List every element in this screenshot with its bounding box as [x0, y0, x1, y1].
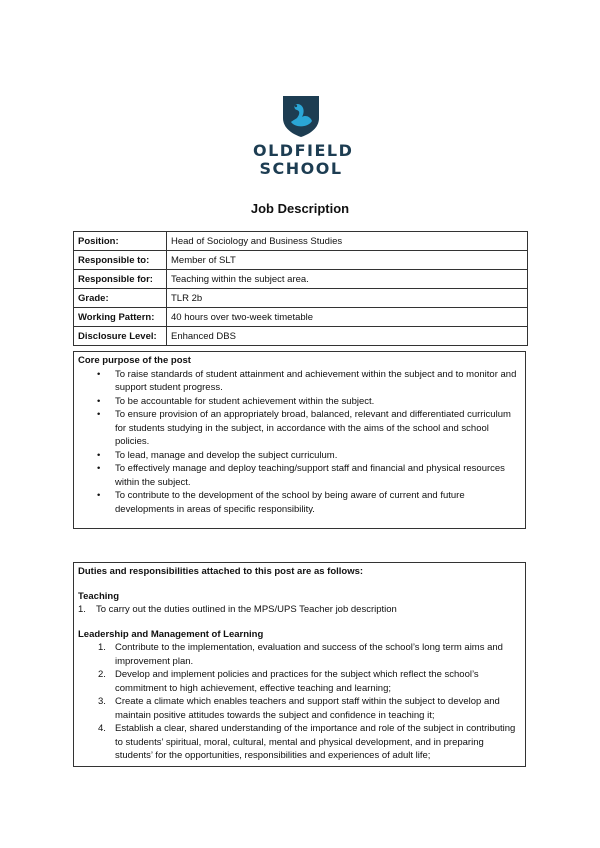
row-value: Member of SLT — [167, 251, 528, 270]
row-value: Enhanced DBS — [167, 327, 528, 346]
row-value: 40 hours over two-week timetable — [167, 308, 528, 327]
row-label: Position: — [74, 232, 167, 251]
leadership-heading: Leadership and Management of Learning — [78, 628, 264, 640]
list-item — [78, 695, 521, 722]
duties-box — [73, 562, 526, 767]
item-number: 3. — [98, 696, 106, 707]
page-title: Job Description — [250, 201, 350, 216]
table-row — [74, 270, 528, 289]
logo-text-line2: SCHOOL — [259, 159, 343, 178]
teaching-heading: Teaching — [78, 590, 119, 602]
item-text: Contribute to the implementation, evaluation and success of the school’s long term aims and improvement plan. — [115, 642, 503, 667]
teaching-list — [78, 603, 521, 617]
core-purpose-box — [73, 351, 526, 529]
table-row — [74, 327, 528, 346]
swan-shield-icon — [281, 94, 321, 138]
leadership-list — [78, 641, 521, 763]
list-item — [78, 668, 521, 695]
item-number: 1. — [78, 604, 86, 615]
core-purpose-heading: Core purpose of the post — [78, 355, 191, 366]
table-row — [74, 289, 528, 308]
item-text: Establish a clear, shared understanding of the importance and role of the subject in contributing to students’ spiritual, moral, cultural, mental and physical development, and in preparing students’ for the opportunities, responsibilities and experiences of adult life; — [115, 723, 516, 761]
list-item: • To ensure provision of an appropriately broad, balanced, relevant and differentiated curriculum for students studying in the subject, in accordance with the aims of the school and school policies. — [78, 408, 521, 449]
item-number: 1. — [98, 642, 106, 653]
item-number: 4. — [98, 723, 106, 734]
row-label: Grade: — [74, 289, 167, 308]
duties-heading: Duties and responsibilities attached to this post are as follows: — [78, 566, 364, 577]
table-row — [74, 232, 528, 251]
row-label: Working Pattern: — [74, 308, 167, 327]
item-text: To carry out the duties outlined in the MPS/UPS Teacher job description — [96, 604, 397, 615]
row-value: Teaching within the subject area. — [167, 270, 528, 289]
list-item: • To contribute to the development of the school by being aware of current and future developments in areas of specific responsibility. — [78, 489, 521, 516]
list-item — [78, 722, 521, 763]
table-row — [74, 251, 528, 270]
core-purpose-list — [78, 368, 521, 517]
row-label: Responsible to: — [74, 251, 167, 270]
row-label: Disclosure Level: — [74, 327, 167, 346]
item-text: Develop and implement policies and practices for the subject which reflect the school’s commitment to high achievement, effective teaching and learning; — [115, 669, 479, 694]
logo-text-line1: OLDFIELD — [253, 141, 354, 160]
list-item: • To raise standards of student attainment and achievement within the subject and to monitor and support student progress. — [78, 368, 521, 395]
table-row — [74, 308, 528, 327]
list-item — [78, 603, 521, 617]
list-item: • To be accountable for student achievement within the subject. — [78, 395, 521, 409]
item-text: Create a climate which enables teachers and support staff within the subject to develop and maintain positive attitudes towards the subject and confidence in teaching it; — [115, 696, 500, 721]
list-item — [78, 641, 521, 668]
row-value: Head of Sociology and Business Studies — [167, 232, 528, 251]
row-label: Responsible for: — [74, 270, 167, 289]
list-item: • To lead, manage and develop the subject curriculum. — [78, 449, 521, 463]
row-value: TLR 2b — [167, 289, 528, 308]
school-logo — [253, 94, 354, 178]
item-number: 2. — [98, 669, 106, 680]
list-item: • To effectively manage and deploy teaching/support staff and financial and physical resources within the subject. — [78, 462, 521, 489]
info-table — [73, 231, 528, 346]
